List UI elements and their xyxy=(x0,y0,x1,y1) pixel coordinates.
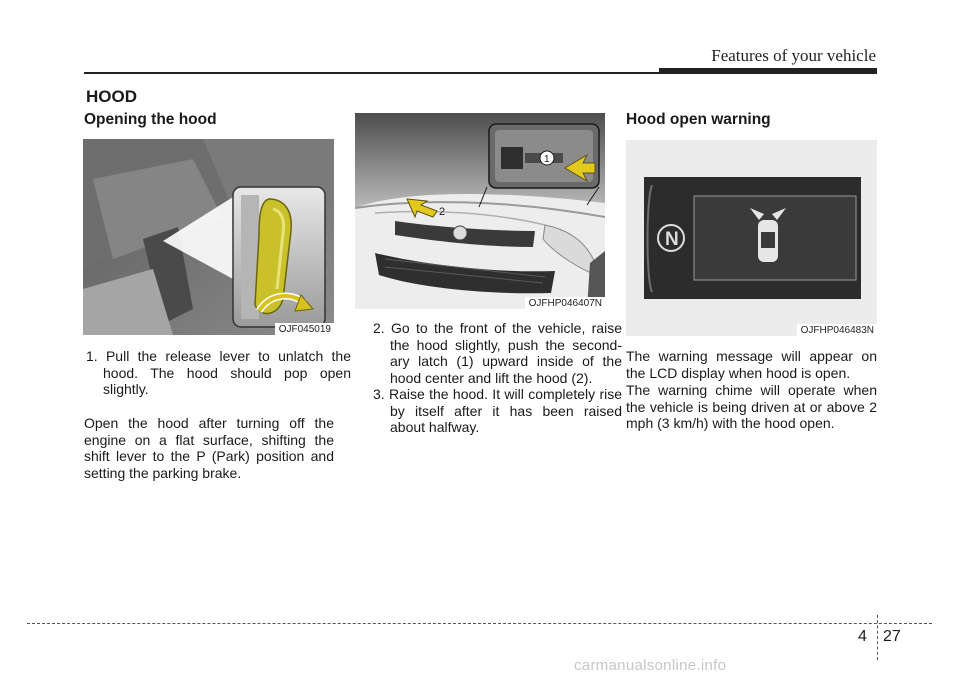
gear-indicator: N xyxy=(665,229,679,250)
opening-hood-paragraph: Open the hood after turning off the engine on a flat surface, shifting the shift lever to the P (Park) position and setting the parking brake. xyxy=(84,415,334,481)
footer-divider xyxy=(877,615,878,660)
release-lever-figure xyxy=(83,139,334,335)
warning-paragraph-1: The warning message will appear on the LCD display when hood is open. xyxy=(626,348,877,381)
header-bar xyxy=(659,68,877,74)
warning-paragraph-2: The warning chime will operate when the vehicle is being driven at or above 2 mph (3 km/h) with the hood open. xyxy=(626,382,877,431)
figure-code: OJFHP046407N xyxy=(525,297,605,309)
callout-2: 2 xyxy=(439,206,446,218)
car-front-illustration xyxy=(355,113,605,309)
step-1-text: 1. Pull the release lever to unlatch the hood. The hood should pop open slightly. xyxy=(86,348,351,397)
release-lever-illustration xyxy=(83,139,334,335)
page-number: 27 xyxy=(883,628,901,645)
step-2-text: 2. Go to the front of the vehicle, raise the hood slightly, push the second-ary latch (1) upward inside of the hood center and lift the hood (2). xyxy=(373,320,622,386)
section-title: HOOD xyxy=(86,87,137,106)
figure-code: OJF045019 xyxy=(275,323,334,335)
watermark: carmanualsonline.info xyxy=(574,657,727,674)
footer-rule xyxy=(27,623,932,624)
running-header: Features of your vehicle xyxy=(711,46,876,65)
hood-latch-figure xyxy=(355,113,605,309)
warning-display-figure xyxy=(626,140,877,336)
figure-code: OJFHP046483N xyxy=(797,324,877,336)
hood-warning-heading: Hood open warning xyxy=(626,111,771,128)
opening-hood-heading: Opening the hood xyxy=(84,111,217,128)
chapter-number: 4 xyxy=(858,628,867,645)
header-rule xyxy=(84,72,661,74)
step-3-text: 3. Raise the hood. It will completely rise by itself after it has been raised about halfway. xyxy=(373,386,622,435)
callout-1: 1 xyxy=(544,154,550,165)
cluster-display-illustration xyxy=(626,140,877,336)
